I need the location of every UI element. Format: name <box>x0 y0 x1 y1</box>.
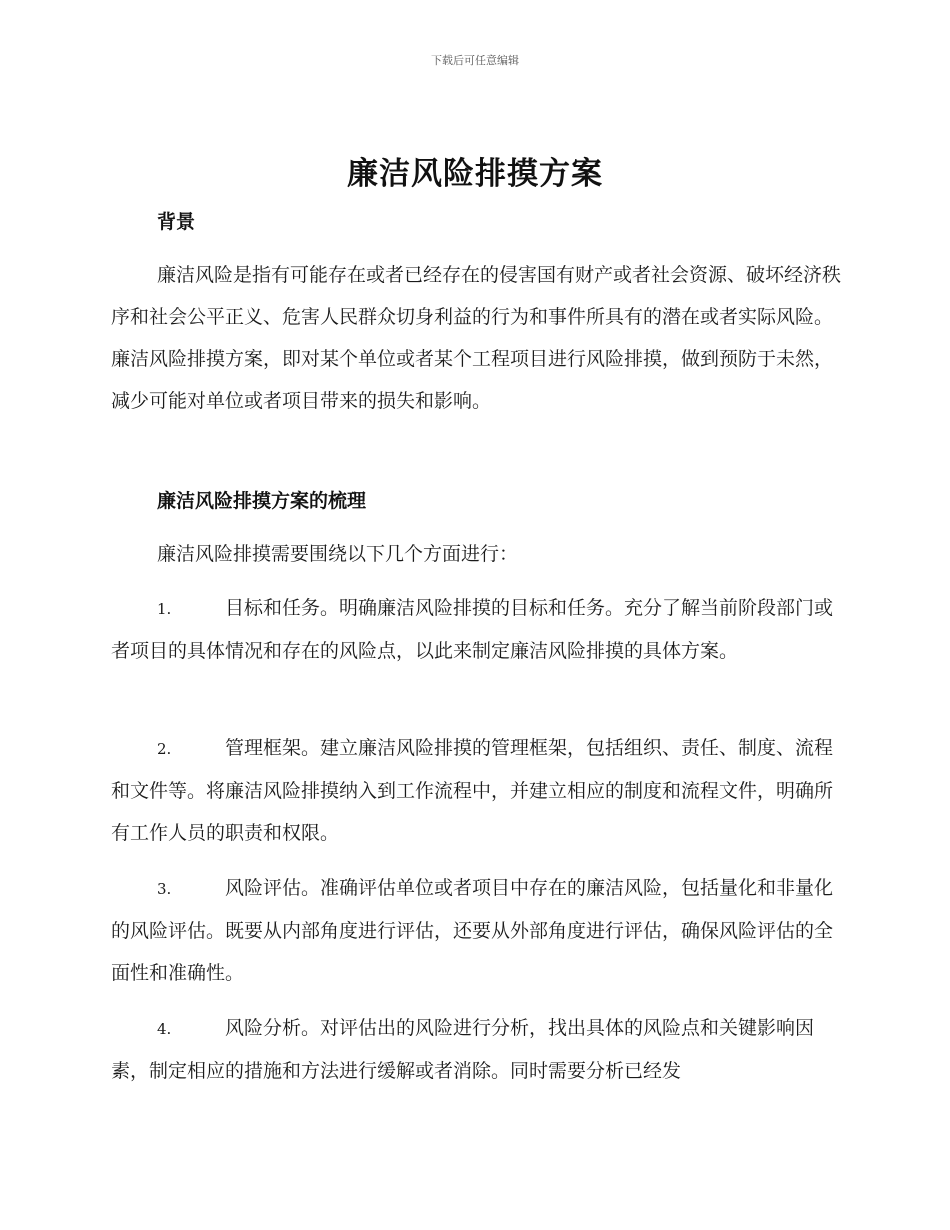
list-item-text: 风险评估。准确评估单位或者项目中存在的廉洁风险，包括量化和非量化的风险评估。既要从内部角度进行评估，还要从外部角度进行评估，确保风险评估的全面性和准确性。 <box>111 877 834 984</box>
list-item <box>111 727 841 854</box>
list-item <box>111 1007 841 1092</box>
list-item-number: 1. <box>157 600 172 618</box>
section-heading-outline: 廉洁风险排摸方案的梳理 <box>157 490 367 512</box>
list-item <box>111 867 841 994</box>
list-item-text: 风险分析。对评估出的风险进行分析，找出具体的风险点和关键影响因素，制定相应的措施和方法进行缓解或者消除。同时需要分析已经发 <box>111 1017 815 1082</box>
list-item <box>111 587 841 672</box>
background-paragraph: 廉洁风险是指有可能存在或者已经存在的侵害国有财产或者社会资源、破坏经济秩序和社会公平正义、危害人民群众切身利益的行为和事件所具有的潜在或者实际风险。廉洁风险排摸方案，即对某个单位或者某个工程项目进行风险排摸，做到预防于未然，减少可能对单位或者项目带来的损失和影响。 <box>111 264 842 412</box>
list-item-number: 3. <box>157 880 172 898</box>
list-item-number: 2. <box>157 740 172 758</box>
document-title: 廉洁风险排摸方案 <box>347 156 603 192</box>
list-item-text: 目标和任务。明确廉洁风险排摸的目标和任务。充分了解当前阶段部门或者项目的具体情况和存在的风险点，以此来制定廉洁风险排摸的具体方案。 <box>111 597 834 662</box>
section-heading-background: 背景 <box>157 211 196 233</box>
page-header-note: 下载后可任意编辑 <box>431 54 519 67</box>
list-item-number: 4. <box>157 1020 172 1038</box>
outline-intro: 廉洁风险排摸需要围绕以下几个方面进行： <box>157 543 519 565</box>
list-item-text: 管理框架。建立廉洁风险排摸的管理框架，包括组织、责任、制度、流程和文件等。将廉洁风险排摸纳入到工作流程中，并建立相应的制度和流程文件，明确所有工作人员的职责和权限。 <box>111 737 834 844</box>
